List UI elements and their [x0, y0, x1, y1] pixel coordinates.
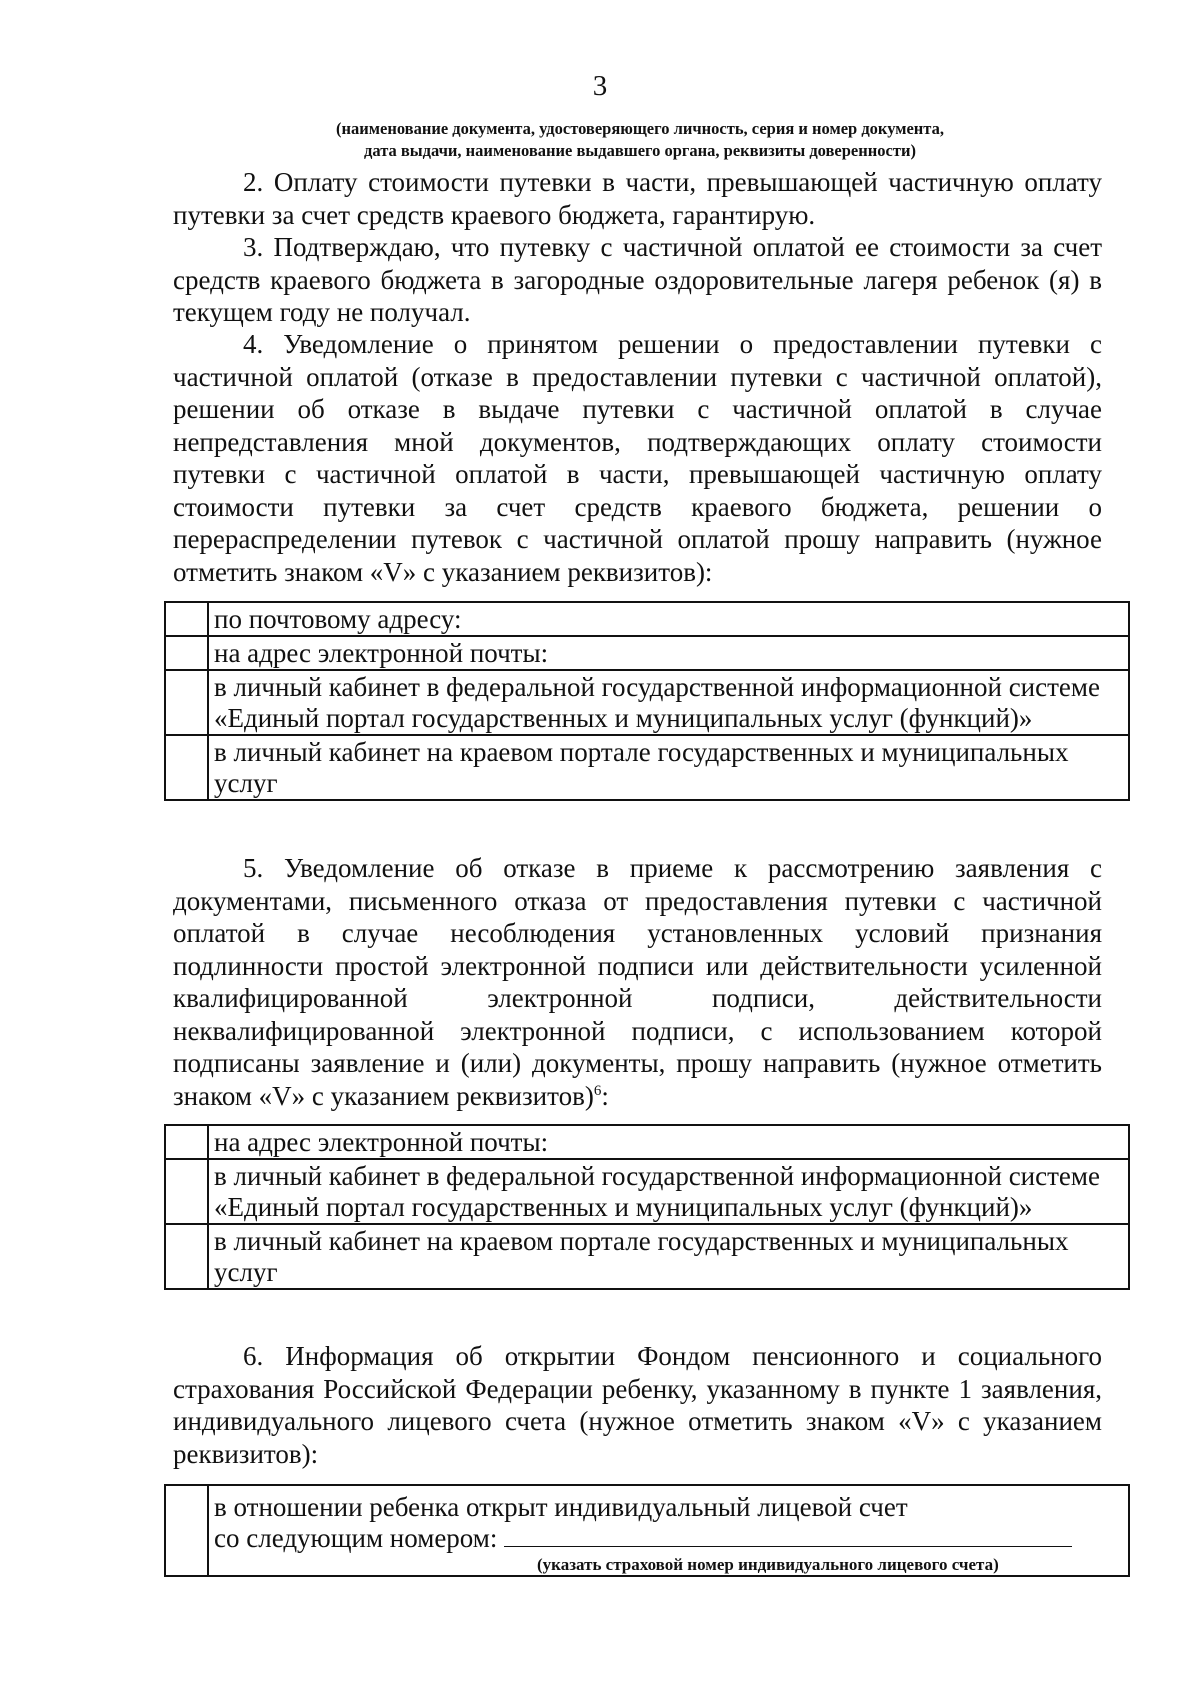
checkbox-cell-account[interactable] [165, 1485, 208, 1576]
option-federal-portal: в личный кабинет в федеральной государственной информационной системе «Единый портал государственных и муниципальных услуг (функций)» [208, 670, 1129, 735]
checkbox-cell-regional-portal[interactable] [165, 735, 208, 800]
checkbox-cell-federal-portal[interactable] [165, 670, 208, 735]
paragraph-5 [173, 852, 1102, 1112]
table-row [165, 602, 1129, 636]
checkbox-cell-regional-portal[interactable] [165, 1224, 208, 1289]
page-number: 3 [592, 70, 608, 102]
option-federal-portal: в личный кабинет в федеральной государственной информационной системе «Единый портал государственных и муниципальных услуг (функций)» [208, 1159, 1129, 1224]
footnote-marker: 6 [593, 1082, 602, 1099]
checkbox-cell-email[interactable] [165, 1125, 208, 1159]
table-row [165, 1485, 1129, 1576]
checkbox-cell-federal-portal[interactable] [165, 1159, 208, 1224]
option-postal-address: по почтовому адресу: [208, 602, 1129, 636]
account-line-2 [214, 1523, 1123, 1554]
option-email: на адрес электронной почты: [208, 1125, 1129, 1159]
paragraph-3-text: 3. Подтверждаю, что путевку с частичной оплатой ее стоимости за счет средств краевого бюджета в загородные оздоровительные лагеря ребенок (я) в текущем году не получал. [173, 232, 1102, 327]
paragraph-2 [173, 166, 1102, 231]
account-table [164, 1484, 1130, 1577]
table-row [165, 670, 1129, 735]
caption-line-1: (наименование документа, удостоверяющего личность, серия и номер документа, [336, 119, 944, 138]
notification-method-table-2 [164, 1124, 1130, 1290]
checkbox-cell-postal[interactable] [165, 602, 208, 636]
table-row [165, 636, 1129, 670]
table-row [165, 735, 1129, 800]
paragraph-6 [173, 1340, 1102, 1470]
account-number-field[interactable] [504, 1524, 1072, 1547]
option-regional-portal: в личный кабинет на краевом портале государственных и муниципальных услуг [208, 1224, 1129, 1289]
checkbox-cell-email[interactable] [165, 636, 208, 670]
paragraph-4 [173, 328, 1102, 588]
table-row [165, 1224, 1129, 1289]
paragraph-3 [173, 231, 1102, 329]
account-number-hint: (указать страховой номер индивидуального лицевого счета) [537, 1555, 999, 1574]
option-email: на адрес электронной почты: [208, 636, 1129, 670]
account-line-1: в отношении ребенка открыт индивидуальный лицевой счет [214, 1492, 908, 1522]
paragraph-5-end: : [601, 1080, 609, 1111]
option-regional-portal: в личный кабинет на краевом портале государственных и муниципальных услуг [208, 735, 1129, 800]
account-line-2-label: со следующим номером: [214, 1523, 498, 1553]
identity-document-caption [200, 118, 1080, 162]
table-row [165, 1159, 1129, 1224]
paragraph-5-text: 5. Уведомление об отказе в приеме к рассмотрению заявления с документами, письменного отказа от предоставления путевки с частичной оплатой в случае несоблюдения установленных условий признания подлинности простой электронной подписи или действительности усиленной квалифицированной электронной подписи, действительности неквалифицированной электронной подписи, с использованием которой подписаны заявление и (или) документы, прошу направить (нужное отметить знаком «V» с указанием реквизитов) [173, 853, 1102, 1111]
paragraph-6-text: 6. Информация об открытии Фондом пенсионного и социального страхования Российской Федерации ребенку, указанному в пункте 1 заявления, индивидуального лицевого счета (нужное отметить знаком «V» с указанием реквизитов): [173, 1341, 1102, 1469]
table-row [165, 1125, 1129, 1159]
notification-method-table-1 [164, 601, 1130, 801]
paragraph-4-text: 4. Уведомление о принятом решении о предоставлении путевки с частичной оплатой (отказе в предоставлении путевки с частичной оплатой), решении об отказе в выдаче путевки с частичной оплатой в случае непредставления мной документов, подтверждающих оплату стоимости путевки с частичной оплатой в части, превышающей частичную оплату стоимости путевки за счет средств краевого бюджета, решении о перераспределении путевок с частичной оплатой прошу направить (нужное отметить знаком «V» с указанием реквизитов): [173, 329, 1102, 587]
caption-line-2: дата выдачи, наименование выдавшего органа, реквизиты доверенности) [364, 141, 916, 160]
paragraph-2-text: 2. Оплату стоимости путевки в части, превышающей частичную оплату путевки за счет средств краевого бюджета, гарантирую. [173, 167, 1102, 230]
account-option [208, 1485, 1129, 1576]
